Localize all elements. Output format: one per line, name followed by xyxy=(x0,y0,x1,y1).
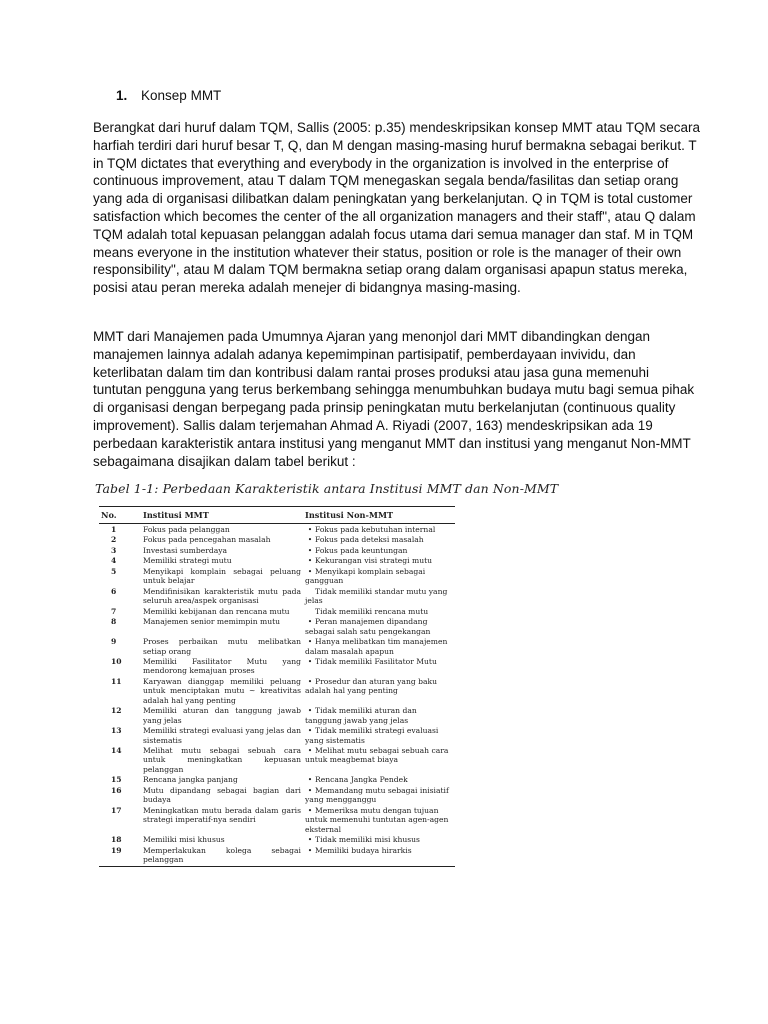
table-row xyxy=(99,805,455,834)
table-row xyxy=(99,726,455,746)
mmt-characteristic: Mendifinisikan karakteristik mutu pada seluruh area/aspek organisasi xyxy=(143,586,301,606)
mmt-characteristic: Manajemen senior memimpin mutu xyxy=(143,617,281,627)
table-row xyxy=(99,637,455,657)
bullet-icon: • xyxy=(307,726,313,736)
mmt-characteristic: Fokus pada pencegahan masalah xyxy=(143,535,271,545)
row-number: 18 xyxy=(111,835,122,845)
table-row xyxy=(99,524,455,535)
header-no: No. xyxy=(99,507,141,524)
header-non-mmt: Institusi Non-MMT xyxy=(303,507,455,524)
non-mmt-cell xyxy=(303,775,455,786)
comparison-table xyxy=(99,506,455,867)
mmt-characteristic: Proses perbaikan mutu melibatkan setiap orang xyxy=(143,637,301,656)
bullet-icon: • xyxy=(307,746,313,756)
non-mmt-cell xyxy=(303,617,455,637)
non-mmt-cell xyxy=(303,535,455,546)
table-row xyxy=(99,785,455,805)
row-number: 14 xyxy=(111,746,122,756)
paragraph-line: in TQM dictates that everything and everybody in the organization is involved in the enterprise of xyxy=(93,155,669,171)
table-row xyxy=(99,606,455,617)
table-body xyxy=(99,524,455,867)
non-mmt-characteristic: Memeriksa mutu dengan tujuan untuk memenuhi tuntutan agen-agen eksternal xyxy=(305,805,449,834)
table-row xyxy=(99,535,455,546)
paragraph-tqm-definition xyxy=(93,119,701,297)
mmt-characteristic: Memiliki strategi mutu xyxy=(143,556,232,566)
non-mmt-cell xyxy=(303,706,455,726)
paragraph-line: responsibility", atau M dalam TQM bermakna setiap orang dalam organisasi apapun status mereka, xyxy=(93,262,688,278)
non-mmt-characteristic: Menyikapi komplain sebagai gangguan xyxy=(305,566,426,586)
non-mmt-characteristic: Memiliki budaya hirarkis xyxy=(315,845,412,855)
table-header-row xyxy=(99,507,455,524)
table-row xyxy=(99,845,455,867)
paragraph-line: manajemen lainnya adalah adanya kepemimpinan partisipatif, pemberdayaan invividu, dan xyxy=(93,346,636,362)
table-row xyxy=(99,556,455,567)
non-mmt-cell xyxy=(303,676,455,705)
non-mmt-cell xyxy=(303,545,455,556)
non-mmt-cell xyxy=(303,835,455,846)
mmt-characteristic: Memperlakukan kolega sebagai pelanggan xyxy=(141,845,303,867)
non-mmt-characteristic: Peran manajemen dipandang sebagai salah satu pengekangan xyxy=(305,617,431,636)
non-mmt-characteristic: Tidak memiliki standar mutu yang jelas xyxy=(305,586,448,606)
mmt-characteristic: Fokus pada pelanggan xyxy=(143,524,230,534)
non-mmt-cell xyxy=(303,746,455,775)
paragraph-line: improvement). Sallis dalam terjemahan Ahmad A. Riyadi (2007, 163) mendeskripsikan ada 19 xyxy=(93,417,653,433)
mmt-characteristic: Investasi sumberdaya xyxy=(143,545,228,555)
bullet-icon: • xyxy=(307,775,313,785)
row-number: 3 xyxy=(111,545,117,555)
non-mmt-cell xyxy=(303,785,455,805)
table-row xyxy=(99,657,455,677)
non-mmt-characteristic: Tidak memiliki strategi evaluasi yang sistematis xyxy=(305,726,439,745)
paragraph-mmt-comparison xyxy=(93,328,695,470)
row-number: 1 xyxy=(111,524,117,534)
non-mmt-characteristic: Melihat mutu sebagai sebuah cara untuk meagbemat biaya xyxy=(305,746,449,765)
mmt-characteristic: Rencana jangka panjang xyxy=(143,775,238,785)
mmt-characteristic: Memiliki strategi evaluasi yang jelas dan sistematis xyxy=(143,726,301,745)
non-mmt-characteristic: Fokus pada keuntungan xyxy=(315,545,408,555)
bullet-icon: • xyxy=(307,617,313,627)
section-heading xyxy=(116,87,221,105)
row-number: 9 xyxy=(111,637,117,647)
mmt-characteristic: Meningkatkan mutu berada dalam garis strategi imperatif-nya sendiri xyxy=(143,805,301,825)
row-number: 5 xyxy=(111,566,117,576)
row-number: 2 xyxy=(111,535,117,545)
non-mmt-cell xyxy=(303,524,455,535)
non-mmt-characteristic: Rencana Jangka Pendek xyxy=(315,775,408,785)
mmt-characteristic: Karyawan dianggap memiliki peluang untuk menciptakan mutu ~ kreativitas adalah hal yang penting xyxy=(143,676,301,705)
paragraph-line: di organisasi dengan berpegang pada prinsip peningkatan mutu berkelanjutan (continuous quality xyxy=(93,400,676,416)
non-mmt-cell xyxy=(303,586,455,606)
bullet-icon: • xyxy=(307,556,313,566)
bullet-icon: • xyxy=(307,706,313,716)
non-mmt-characteristic: Fokus pada deteksi masalah xyxy=(315,535,424,545)
non-mmt-characteristic: Fokus pada kebutuhan internal xyxy=(315,524,436,534)
non-mmt-cell xyxy=(303,566,455,586)
paragraph-line: tuntutan pengguna yang terus berkembang sehingga menumbuhkan budaya mutu bagi semua pihak xyxy=(93,382,695,398)
row-number: 15 xyxy=(111,775,122,785)
paragraph-line: Berangkat dari huruf dalam TQM, Sallis (2005: p.35) mendeskripsikan konsep MMT atau TQM secara xyxy=(93,120,701,135)
non-mmt-cell xyxy=(303,637,455,657)
bullet-icon: • xyxy=(307,566,313,576)
non-mmt-cell xyxy=(303,606,455,617)
non-mmt-cell xyxy=(303,845,455,867)
section-title: Konsep MMT xyxy=(141,88,222,103)
non-mmt-characteristic: Prosedur dan aturan yang baku adalah hal yang penting xyxy=(305,676,437,696)
bullet-icon: • xyxy=(307,545,313,555)
bullet-icon: • xyxy=(307,835,313,845)
table-row xyxy=(99,706,455,726)
paragraph-line: perbedaan karakteristik antara institusi yang menganut MMT dan institusi yang menganut Non-MMT xyxy=(93,435,691,451)
non-mmt-characteristic: Tidak memiliki misi khusus xyxy=(315,835,420,845)
bullet-icon: • xyxy=(307,637,313,647)
paragraph-line: harfiah terdiri dari huruf besar T, Q, dan M dengan masing-masing huruf bermakna sebagai berikut. T xyxy=(93,137,697,153)
mmt-characteristic: Memiliki aturan dan tanggung jawab yang jelas xyxy=(143,706,301,725)
mmt-characteristic: Mutu dipandang sebagai bagian dari budaya xyxy=(143,785,301,805)
mmt-characteristic: Menyikapi komplain sebagai peluang untuk belajar xyxy=(143,566,301,586)
row-number: 19 xyxy=(99,845,141,867)
table-row xyxy=(99,586,455,606)
non-mmt-characteristic: Hanya melibatkan tim manajemen dalam masalah apapun xyxy=(305,637,448,656)
bullet-icon: • xyxy=(307,524,313,534)
paragraph-line: sebagaimana disajikan dalam tabel berikut : xyxy=(93,453,356,469)
mmt-characteristic: Memiliki misi khusus xyxy=(143,835,225,845)
table-row xyxy=(99,566,455,586)
non-mmt-cell xyxy=(303,657,455,677)
non-mmt-characteristic: Tidak memiliki aturan dan tanggung jawab yang jelas xyxy=(305,706,417,725)
non-mmt-characteristic: Tidak memiliki Fasilitator Mutu xyxy=(315,657,437,667)
non-mmt-cell xyxy=(303,805,455,834)
non-mmt-characteristic: Tidak memiliki rencana mutu xyxy=(315,606,429,616)
bullet-icon: • xyxy=(307,657,313,667)
table-row xyxy=(99,746,455,775)
table-caption: Tabel 1-1: Perbedaan Karakteristik antara Institusi MMT dan Non-MMT xyxy=(95,481,559,496)
table-row xyxy=(99,835,455,846)
row-number: 16 xyxy=(111,785,122,795)
row-number: 12 xyxy=(111,706,122,716)
row-number: 4 xyxy=(111,556,117,566)
paragraph-line: TQM adalah total kepuasan pelanggan adalah focus utama dari semua manager dan staf. M in TQM xyxy=(93,226,694,242)
table-row xyxy=(99,545,455,556)
header-mmt: Institusi MMT xyxy=(141,507,303,524)
row-number: 7 xyxy=(111,606,117,616)
paragraph-line: keterlibatan dalam tim dan kontribusi dalam rantai proses produksi atau jasa guna memenuhi xyxy=(93,364,650,380)
bullet-icon: • xyxy=(307,845,313,855)
paragraph-line: yang ada di organisasi dilibatkan dalam peningkatan yang berkelanjutan. Q in TQM is total customer xyxy=(93,191,693,207)
non-mmt-cell xyxy=(303,726,455,746)
bullet-icon: • xyxy=(307,535,313,545)
mmt-characteristic: Memiliki Fasilitator Mutu yang mendorong kemajuan proses xyxy=(143,657,301,676)
table-row xyxy=(99,617,455,637)
paragraph-line: satisfaction which becomes the center of the all organization managers and their staff", atau Q dalam xyxy=(93,208,696,224)
row-number: 13 xyxy=(111,726,122,736)
bullet-icon: • xyxy=(307,785,313,795)
mmt-characteristic: Memiliki kebijanan dan rencana mutu xyxy=(143,606,290,616)
row-number: 8 xyxy=(111,617,117,627)
paragraph-line: posisi atau peran mereka adalah menejer di bidangnya masing-masing. xyxy=(93,280,521,296)
row-number: 6 xyxy=(111,586,117,596)
row-number: 11 xyxy=(111,676,122,686)
non-mmt-characteristic: Memandang mutu sebagai inisiatif yang mengganggu xyxy=(305,785,449,805)
paragraph-line: continuous improvement, atau T dalam TQM menegaskan segala benda/fasilitas dan setiap orang xyxy=(93,173,679,189)
bullet-icon: • xyxy=(307,805,313,815)
paragraph-line: means everyone in the institution whatever their status, position or role is the manager of their own xyxy=(93,244,682,260)
table-row xyxy=(99,676,455,705)
table-row xyxy=(99,775,455,786)
row-number: 17 xyxy=(111,805,122,815)
mmt-characteristic: Melihat mutu sebagai sebuah cara untuk meningkatkan kepuasan pelanggan xyxy=(143,746,301,774)
row-number: 10 xyxy=(111,657,122,667)
paragraph-line: MMT dari Manajemen pada Umumnya Ajaran yang menonjol dari MMT dibandingkan dengan xyxy=(93,329,651,344)
section-number: 1. xyxy=(116,88,128,103)
non-mmt-cell xyxy=(303,556,455,567)
bullet-icon: • xyxy=(307,676,313,686)
non-mmt-characteristic: Kekurangan visi strategi mutu xyxy=(315,556,433,566)
